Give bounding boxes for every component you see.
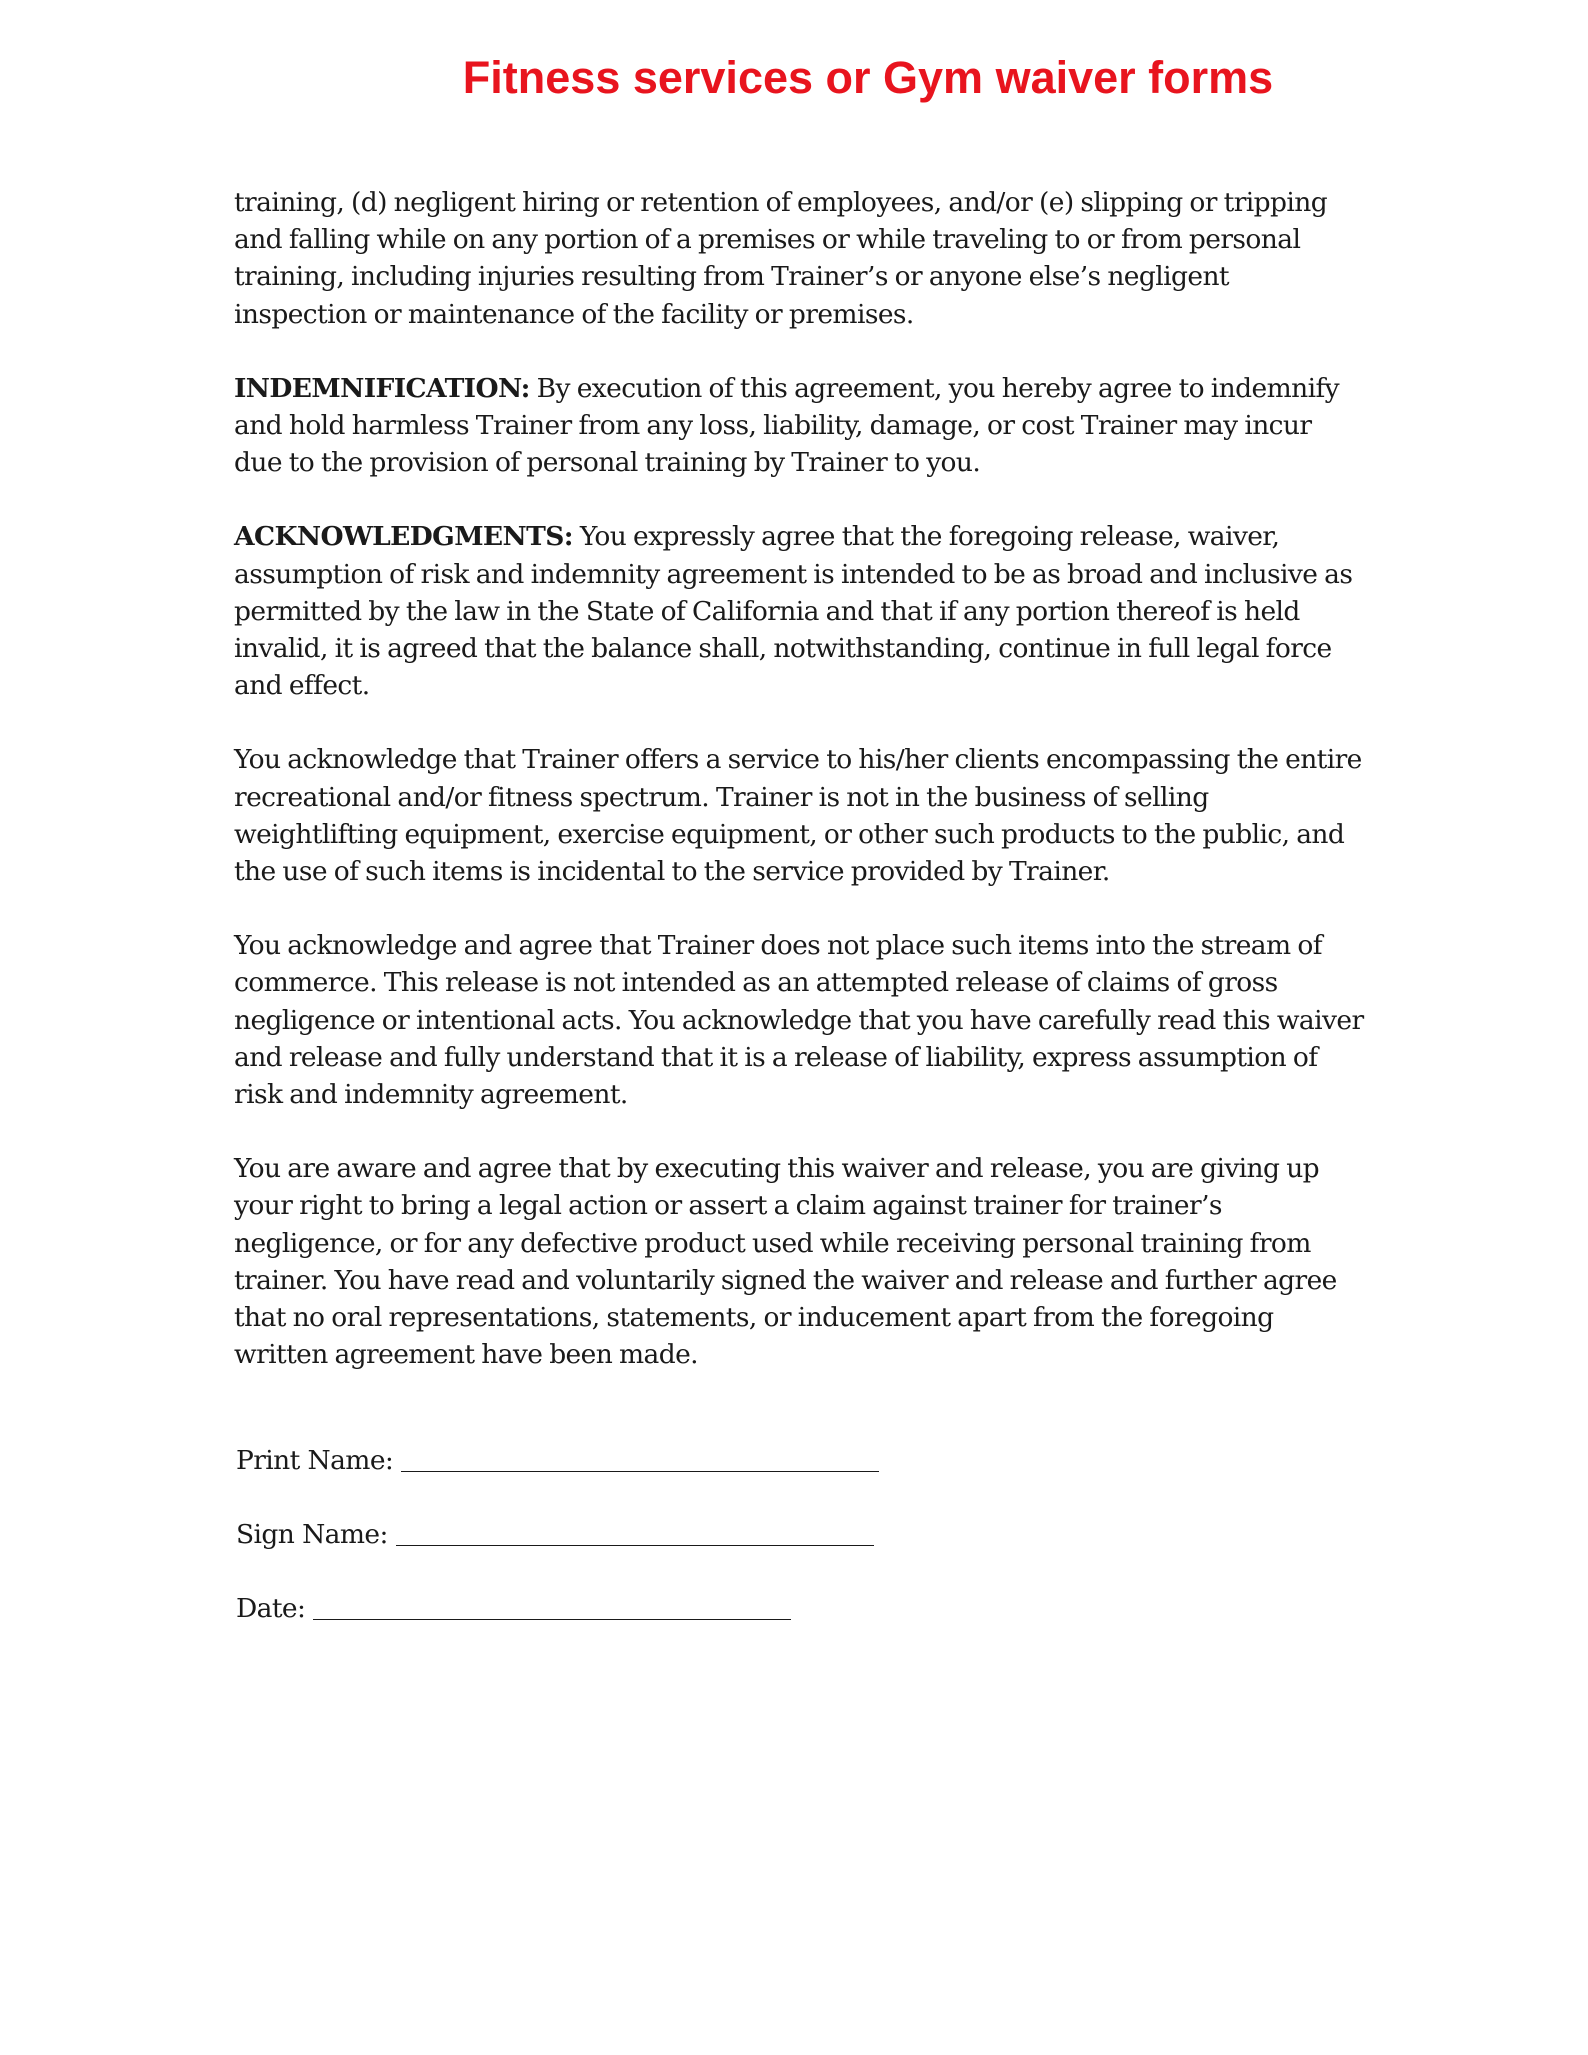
paragraph-label: INDEMNIFICATION: (234, 372, 530, 404)
sign-name-field[interactable] (396, 1519, 874, 1546)
date-label: Date: (236, 1593, 306, 1624)
paragraph-label: ACKNOWLEDGMENTS: (234, 521, 573, 553)
paragraph-text: You acknowledge that Trainer offers a service to his/her clients encompassing the entire recreational and/or fitness spectrum. Trainer is not in the business of selling weightlifting equipment, exercise equipment, or other such products to the public, and the use of such items is incidental to the service provided by Trainer. (234, 744, 1362, 888)
sign-name-label: Sign Name: (236, 1519, 388, 1550)
paragraph-text: By execution of this agreement, you hereby agree to indemnify and hold harmless Trainer from any loss, liability, damage, or cost Trainer may incur due to the provision of personal training by Trainer to you. (234, 372, 1340, 479)
sign-name-row (236, 1510, 879, 1550)
print-name-label: Print Name: (236, 1445, 394, 1476)
paragraph-acknowledgments (234, 518, 1364, 704)
paragraph-stream-of-commerce (234, 927, 1364, 1113)
paragraph-text: You expressly agree that the foregoing release, waiver, assumption of risk and indemnity agreement is intended to be as broad and inclusive as permitted by the law in the State of California and that if any portion thereof is held invalid, it is agreed that the balance shall, notwithstanding, continue in full legal force and effect. (234, 521, 1353, 702)
page-title: Fitness services or Gym waiver forms (462, 52, 1274, 103)
paragraph-service-scope (234, 741, 1364, 890)
paragraph-text: training, (d) negligent hiring or retention of employees, and/or (e) slipping or tripping and falling while on any portion of a premises or while traveling to or from personal training, including injuries resulting from Trainer’s or anyone else’s negligent inspection or maintenance of the facility or premises. (234, 187, 1328, 330)
print-name-field[interactable] (401, 1445, 879, 1472)
paragraph-text: You are aware and agree that by executing this waiver and release, you are giving up your right to bring a legal action or assert a claim against trainer for trainer’s negligence, or for any defective product used while receiving personal training from trainer. You have read and voluntarily signed the waiver and release and further agree that no oral representations, statements, or inducement apart from the foregoing written agreement have been made. (234, 1153, 1337, 1371)
waiver-body (234, 184, 1364, 1410)
paragraph-awareness (234, 1150, 1364, 1373)
paragraph-liability-continued (234, 184, 1364, 333)
paragraph-indemnification (234, 370, 1364, 482)
signature-block (236, 1436, 879, 1658)
date-row (236, 1584, 879, 1624)
date-field[interactable] (313, 1593, 791, 1620)
print-name-row (236, 1436, 879, 1476)
paragraph-text: You acknowledge and agree that Trainer does not place such items into the stream of commerce. This release is not intended as an attempted release of claims of gross negligence or intentional acts. You acknowledge that you have carefully read this waiver and release and fully understand that it is a release of liability, express assumption of risk and indemnity agreement. (234, 930, 1364, 1111)
